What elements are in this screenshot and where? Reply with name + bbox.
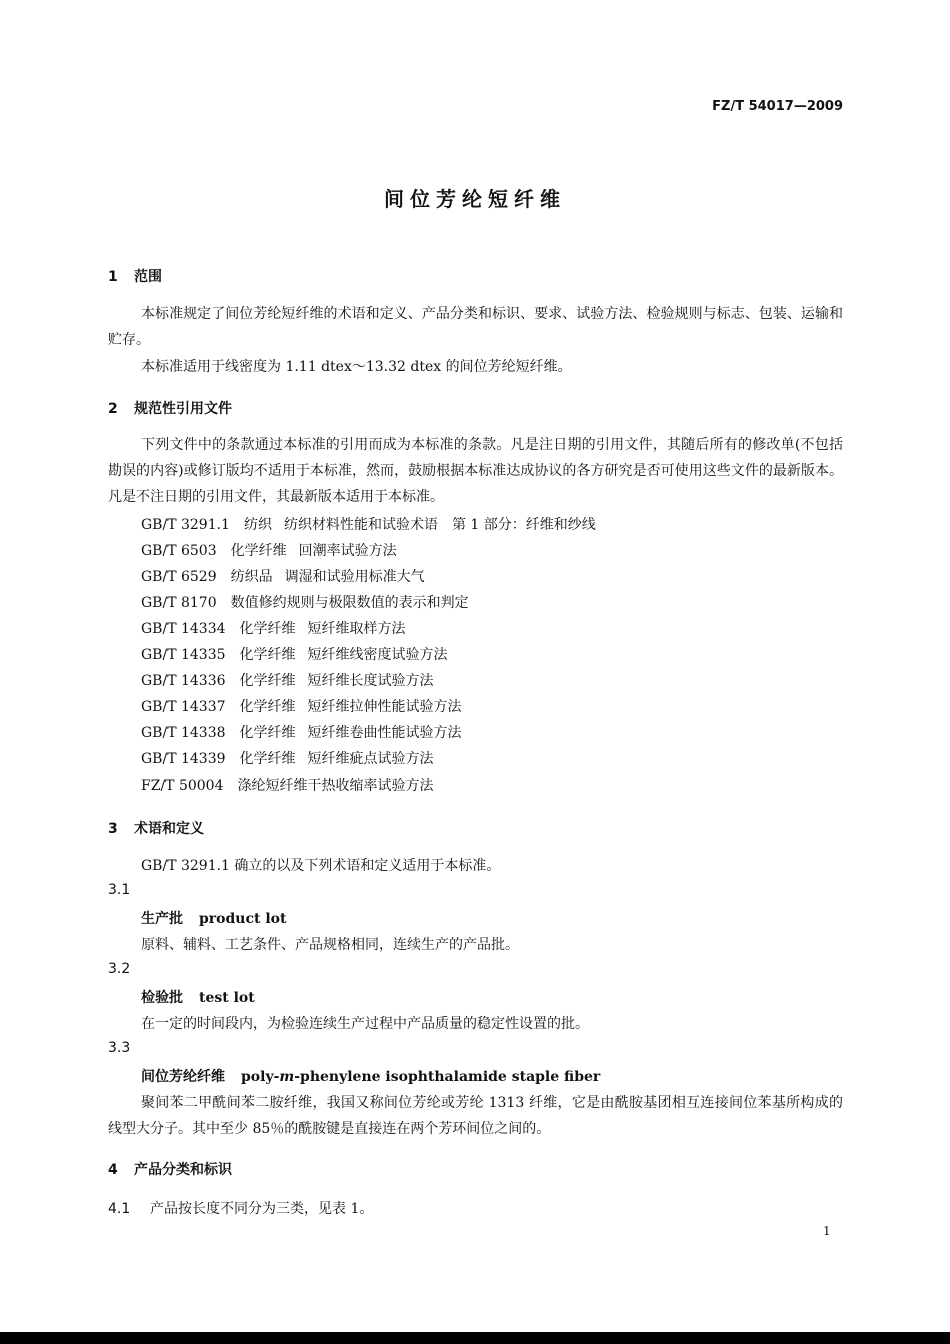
term-en-italic: m bbox=[279, 1069, 295, 1085]
reference-category: 化学纤维 bbox=[239, 621, 296, 637]
section-number: 1 bbox=[108, 269, 118, 285]
reference-category: 化学纤维 bbox=[239, 647, 296, 663]
term-zh: 检验批 bbox=[141, 990, 183, 1006]
reference-category: 化学纤维 bbox=[239, 673, 296, 689]
reference-code: GB/T 14336 bbox=[141, 673, 226, 689]
term-definition: 原料、辅料、工艺条件、产品规格相同，连续生产的产品批。 bbox=[141, 937, 519, 953]
reference-category: 纺织品 bbox=[230, 569, 273, 585]
reference-category: 化学纤维 bbox=[239, 725, 296, 741]
reference-category: 涤纶短纤维干热收缩率试验方法 bbox=[237, 778, 434, 794]
clause-4-1 bbox=[108, 1198, 373, 1218]
section-4-heading bbox=[108, 1159, 232, 1179]
clause-number: 4.1 bbox=[108, 1201, 131, 1217]
reference-title: 调湿和试验用标准大气 bbox=[284, 569, 425, 585]
reference-code: GB/T 8170 bbox=[141, 595, 217, 611]
reference-item bbox=[141, 514, 596, 534]
section-number: 4 bbox=[108, 1162, 118, 1178]
reference-item bbox=[141, 748, 434, 768]
standard-number: FZ/T 54017—2009 bbox=[712, 99, 843, 114]
section-1-paragraph-1: 本标准规定了间位芳纶短纤维的术语和定义、产品分类和标识、要求、试验方法、检验规则与标志、包装、运输和贮存。 bbox=[108, 306, 843, 348]
reference-category: 化学纤维 bbox=[239, 751, 296, 767]
term-zh: 生产批 bbox=[141, 911, 183, 927]
document-title: 间位芳纶短纤维 bbox=[384, 187, 566, 211]
reference-title: 短纤维疵点试验方法 bbox=[307, 751, 434, 767]
reference-item bbox=[141, 592, 481, 612]
term-zh: 间位芳纶纤维 bbox=[141, 1069, 225, 1085]
section-title: 范围 bbox=[134, 269, 162, 285]
reference-title: 短纤维长度试验方法 bbox=[307, 673, 434, 689]
reference-item bbox=[141, 722, 462, 742]
reference-title: 短纤维取样方法 bbox=[307, 621, 406, 637]
reference-item bbox=[141, 618, 406, 638]
clause-number: 3.2 bbox=[108, 961, 131, 977]
reference-title: 回潮率试验方法 bbox=[298, 543, 397, 559]
section-title: 产品分类和标识 bbox=[134, 1162, 232, 1178]
term-heading bbox=[141, 987, 255, 1007]
reference-code: GB/T 14338 bbox=[141, 725, 226, 741]
clause-text: 产品按长度不同分为三类，见表 1。 bbox=[150, 1201, 374, 1217]
reference-item bbox=[141, 566, 425, 586]
reference-code: GB/T 14337 bbox=[141, 699, 226, 715]
term-heading bbox=[141, 1066, 600, 1086]
page-number: 1 bbox=[823, 1224, 831, 1238]
reference-code: GB/T 14339 bbox=[141, 751, 226, 767]
reference-category: 纺织 bbox=[243, 517, 272, 533]
term-en-prefix: poly- bbox=[241, 1069, 280, 1085]
reference-item bbox=[141, 644, 448, 664]
reference-category: 化学纤维 bbox=[239, 699, 296, 715]
term-en: product lot bbox=[199, 911, 287, 927]
term-en-suffix: -phenylene isophthalamide staple fiber bbox=[294, 1069, 601, 1085]
section-3-heading bbox=[108, 818, 204, 838]
reference-title: 短纤维拉伸性能试验方法 bbox=[307, 699, 462, 715]
reference-item bbox=[141, 775, 445, 795]
reference-code: GB/T 6529 bbox=[141, 569, 217, 585]
reference-code: FZ/T 50004 bbox=[141, 778, 224, 794]
clause-number: 3.3 bbox=[108, 1040, 131, 1056]
section-number: 3 bbox=[108, 821, 118, 837]
section-2-heading bbox=[108, 398, 232, 418]
term-en: test lot bbox=[199, 990, 255, 1006]
reference-item bbox=[141, 670, 434, 690]
reference-code: GB/T 6503 bbox=[141, 543, 217, 559]
section-title: 规范性引用文件 bbox=[134, 401, 232, 417]
reference-code: GB/T 3291.1 bbox=[141, 517, 230, 533]
reference-category: 化学纤维 bbox=[230, 543, 287, 559]
reference-title: 短纤维卷曲性能试验方法 bbox=[307, 725, 462, 741]
clause-number: 3.1 bbox=[108, 882, 131, 898]
reference-title: 短纤维线密度试验方法 bbox=[307, 647, 448, 663]
term-heading bbox=[141, 908, 286, 928]
term-definition: 在一定的时间段内，为检验连续生产过程中产品质量的稳定性设置的批。 bbox=[141, 1016, 589, 1032]
section-3-intro: GB/T 3291.1 确立的以及下列术语和定义适用于本标准。 bbox=[141, 858, 501, 874]
section-1-heading bbox=[108, 266, 162, 286]
term-definition: 聚间苯二甲酰间苯二胺纤维，我国又称间位芳纶或芳纶 1313 纤维，它是由酰胺基团相互连接间位苯基所构成的线型大分子。其中至少 85％的酰胺键是直接连在两个芳环间位之间的。 bbox=[108, 1095, 843, 1137]
section-title: 术语和定义 bbox=[134, 821, 204, 837]
reference-code: GB/T 14335 bbox=[141, 647, 226, 663]
section-number: 2 bbox=[108, 401, 118, 417]
reference-item bbox=[141, 696, 462, 716]
section-2-intro: 下列文件中的条款通过本标准的引用而成为本标准的条款。凡是注日期的引用文件，其随后所有的修改单(不包括勘误的内容)或修订版均不适用于本标准，然而，鼓励根据本标准达成协议的各方研究是否可使用这些文件的最新版本。凡是不注日期的引用文件，其最新版本适用于本标准。 bbox=[108, 437, 843, 505]
reference-title: 纺织材料性能和试验术语 第 1 部分：纤维和纱线 bbox=[283, 517, 596, 533]
reference-category: 数值修约规则与极限数值的表示和判定 bbox=[230, 595, 469, 611]
reference-item bbox=[141, 540, 397, 560]
reference-code: GB/T 14334 bbox=[141, 621, 226, 637]
section-1-paragraph-2: 本标准适用于线密度为 1.11 dtex～13.32 dtex 的间位芳纶短纤维。 bbox=[141, 359, 572, 375]
term-en bbox=[241, 1069, 600, 1085]
bottom-border bbox=[0, 1332, 950, 1344]
